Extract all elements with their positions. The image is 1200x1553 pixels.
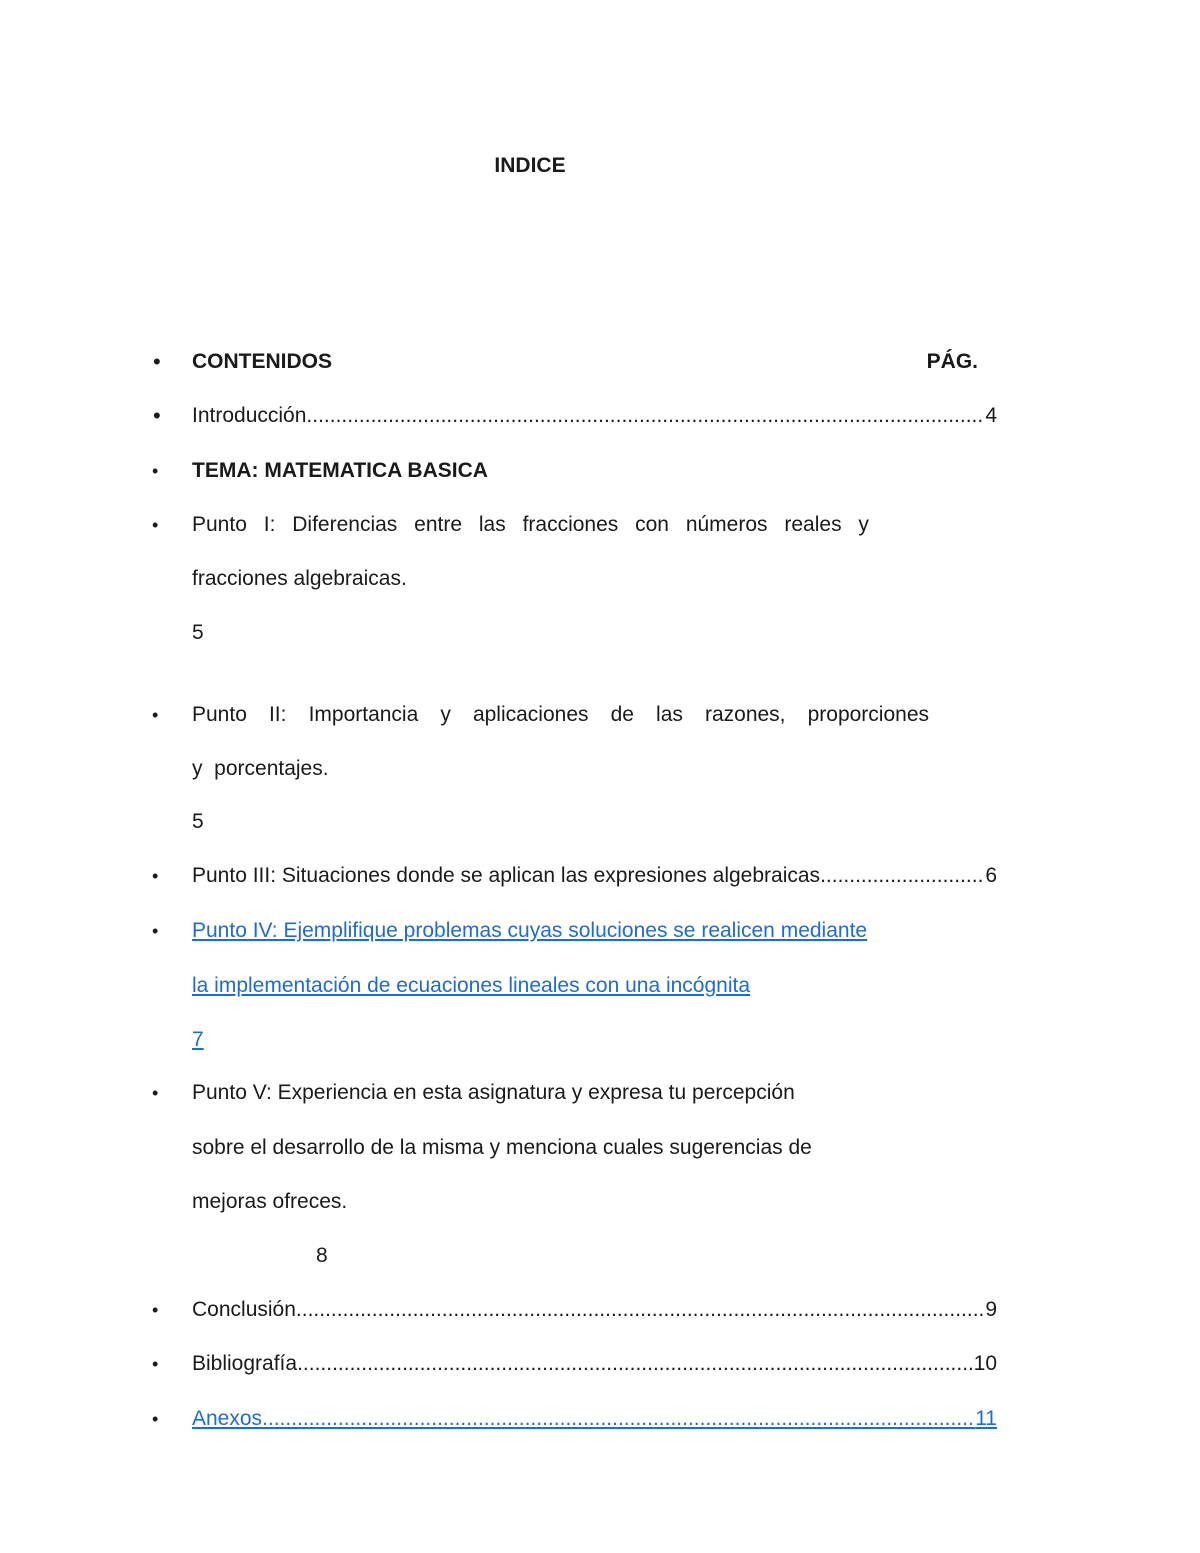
- word: las: [656, 703, 683, 726]
- word: números: [685, 513, 768, 536]
- word: de: [610, 703, 634, 726]
- toc-entry-conclusion[interactable]: [192, 1297, 997, 1323]
- word: II:: [268, 703, 287, 726]
- toc-entry-page: 6: [985, 864, 997, 887]
- toc-link-p4-page[interactable]: 7: [192, 1028, 204, 1051]
- toc-entry-p2-line2: y porcentajes.: [192, 757, 329, 780]
- toc-entry-label: Conclusión: [192, 1298, 296, 1321]
- toc-entry-p5-page: 8: [316, 1244, 328, 1267]
- toc-entry-p5-line2: sobre el desarrollo de la misma y menciona cuales sugerencias de: [192, 1136, 812, 1159]
- toc-entry-p5-line3: mejoras ofreces.: [192, 1190, 348, 1213]
- toc-link-p4-line2[interactable]: la implementación de ecuaciones lineales con una incógnita: [192, 974, 751, 997]
- word: con: [635, 513, 669, 536]
- dot-leader: [306, 403, 985, 429]
- toc-entry-label: Anexos: [192, 1407, 263, 1430]
- bullet: •: [152, 461, 159, 481]
- toc-entry-p2-line1[interactable]: [192, 702, 929, 728]
- page-title: INDICE: [494, 154, 566, 177]
- toc-entry-p1-line2: fracciones algebraicas.: [192, 567, 407, 590]
- bullet: •: [153, 403, 161, 428]
- dot-leader: [262, 1406, 975, 1432]
- word: fracciones: [522, 513, 619, 536]
- word: Importancia: [308, 703, 419, 726]
- section-heading: TEMA: MATEMATICA BASICA: [192, 459, 488, 482]
- word: I:: [263, 513, 276, 536]
- word: Punto: [192, 703, 247, 726]
- toc-entry-p2-page: 5: [192, 810, 204, 833]
- toc-entry-label: Bibliografía: [192, 1352, 298, 1375]
- word: y: [440, 703, 451, 726]
- bullet: •: [152, 705, 159, 725]
- toc-entry-page: 11: [975, 1407, 997, 1430]
- bullet: •: [152, 1409, 159, 1429]
- dot-leader: [296, 1297, 985, 1323]
- toc-link-anexos[interactable]: [192, 1406, 997, 1432]
- toc-entry-intro[interactable]: [192, 403, 997, 429]
- toc-entry-p1-line1[interactable]: [192, 512, 869, 538]
- dot-leader: [820, 863, 985, 889]
- toc-entry-p3[interactable]: [192, 863, 997, 889]
- toc-entry-page: 10: [973, 1352, 997, 1375]
- bullet: •: [152, 1300, 159, 1320]
- word: y: [858, 513, 869, 536]
- word: Punto: [192, 513, 247, 536]
- toc-entry-page: 4: [985, 404, 997, 427]
- bullet: •: [152, 1083, 159, 1103]
- word: aplicaciones: [472, 703, 589, 726]
- bullet: •: [152, 515, 159, 535]
- page-header: PÁG.: [926, 350, 978, 373]
- word: entre: [414, 513, 463, 536]
- bullet: •: [152, 1354, 159, 1374]
- bullet: •: [152, 921, 159, 941]
- bullet: •: [152, 866, 159, 886]
- word: Diferencias: [292, 513, 398, 536]
- toc-link-p4-line1[interactable]: Punto IV: Ejemplifique problemas cuyas soluciones se realicen mediante: [192, 919, 868, 942]
- toc-entry-p1-page: 5: [192, 621, 204, 644]
- contents-header: CONTENIDOS: [192, 350, 333, 373]
- toc-entry-page: 9: [985, 1298, 997, 1321]
- toc-header: [192, 349, 978, 375]
- bullet: •: [153, 349, 161, 374]
- toc-entry-bibliografia[interactable]: [192, 1351, 997, 1377]
- toc-entry-label: Introducción: [192, 404, 307, 427]
- dot-leader: [297, 1351, 974, 1377]
- word: las: [478, 513, 506, 536]
- toc-entry-label: Punto III: Situaciones donde se aplican las expresiones algebraicas: [192, 864, 821, 887]
- word: razones,: [704, 703, 786, 726]
- word: proporciones: [807, 703, 929, 726]
- word: reales: [784, 513, 842, 536]
- toc-entry-p5-line1[interactable]: Punto V: Experiencia en esta asignatura y expresa tu percepción: [192, 1081, 795, 1104]
